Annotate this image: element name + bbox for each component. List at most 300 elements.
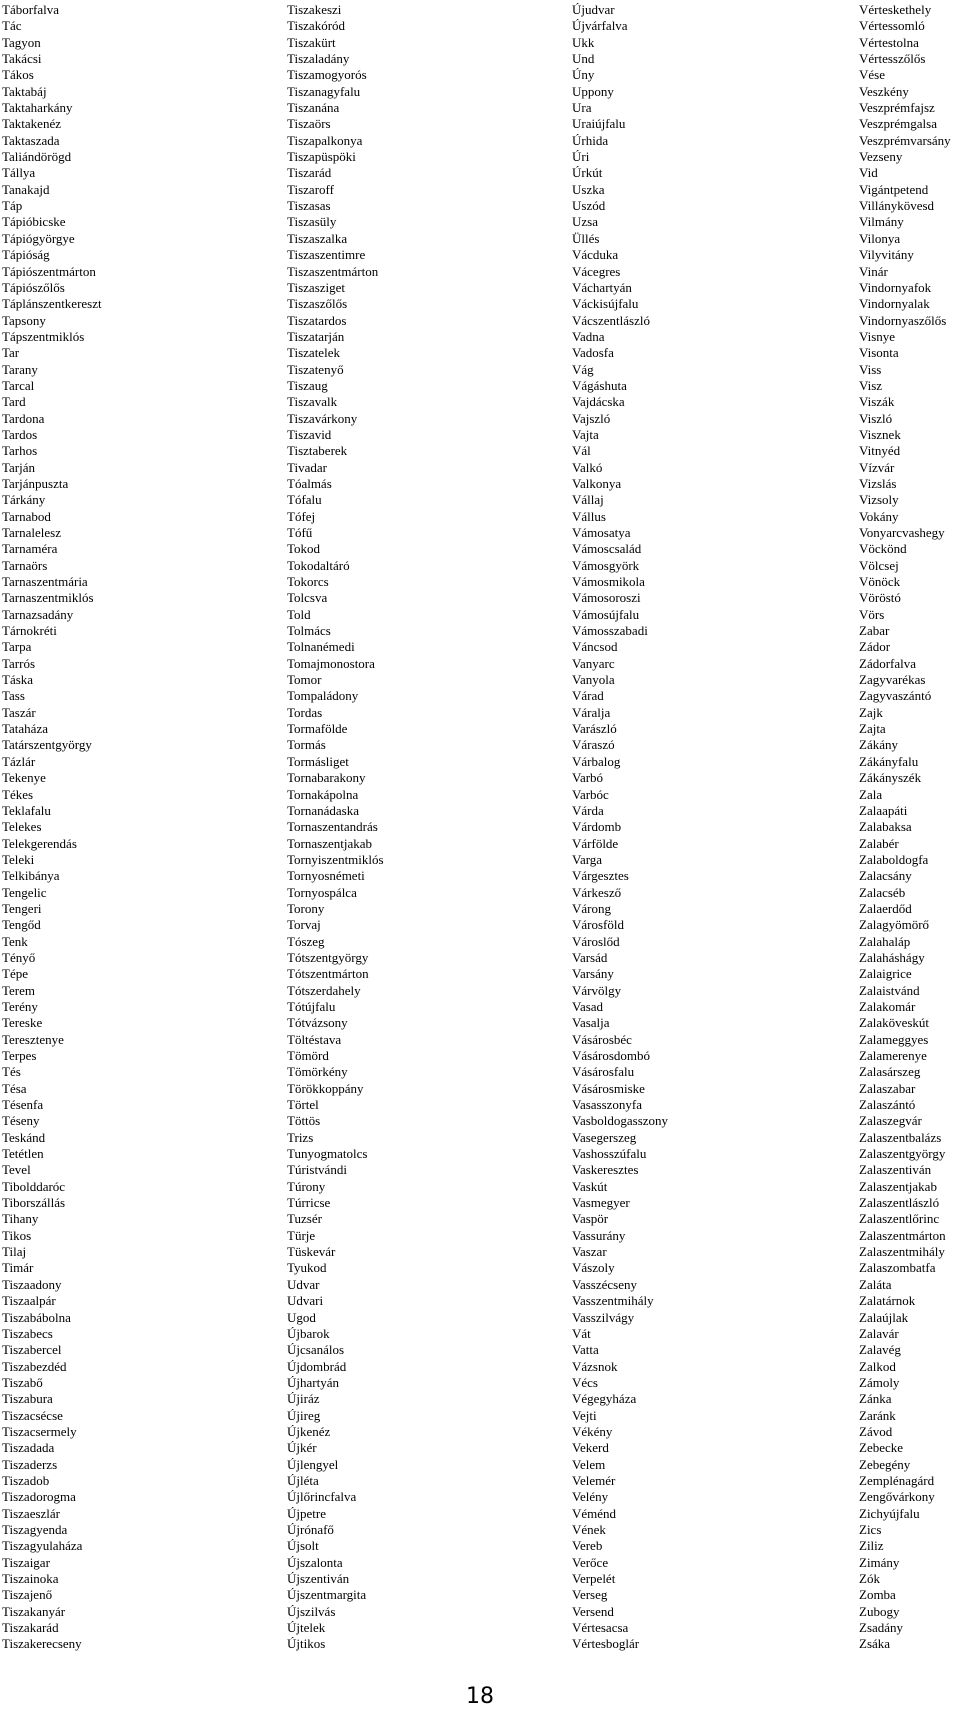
place-name: Zádor (859, 639, 891, 655)
place-name: Velény (572, 1489, 609, 1505)
place-name: Úrhida (572, 132, 609, 148)
place-name: Tóalmás (287, 475, 332, 491)
place-name: Tornyiszentmiklós (287, 851, 384, 867)
place-name: Tiszaadony (2, 1276, 62, 1292)
place-name: Varsány (572, 966, 614, 982)
place-name: Zalkod (859, 1358, 896, 1374)
place-name: Városföld (572, 917, 624, 933)
place-name: Vaszar (572, 1244, 607, 1260)
place-name: Tard (2, 394, 26, 410)
place-name: Tibolddaróc (2, 1178, 66, 1194)
place-name: Tiszaeszlár (2, 1505, 61, 1521)
place-name: Tengelic (2, 884, 47, 900)
place-name: Tokodaltáró (287, 557, 350, 573)
place-name: Tázlár (2, 753, 36, 769)
place-name: Tormásliget (287, 753, 349, 769)
place-name: Uppony (572, 83, 614, 99)
place-name: Tiszainoka (2, 1571, 59, 1586)
place-name: Vének (572, 1521, 606, 1537)
place-name: Újvárfalva (572, 18, 628, 34)
place-name: Tarnaszentmária (2, 574, 88, 590)
place-name: Várvölgy (572, 982, 622, 998)
place-name: Varbóc (572, 786, 609, 802)
place-name: Zala (859, 786, 883, 802)
place-name: Zádorfalva (859, 655, 917, 671)
place-name: Vitnyéd (859, 443, 901, 459)
place-name: Zajk (859, 704, 883, 720)
place-name: Zalasárszeg (859, 1064, 921, 1080)
place-name: Terem (2, 982, 36, 998)
column-4 (859, 2, 951, 1653)
place-name: Tiszakóród (287, 18, 346, 34)
place-name: Váckisújfalu (572, 296, 639, 312)
place-name: Tápiógyörgye (2, 230, 75, 246)
place-name: Tésa (2, 1080, 27, 1096)
place-name: Újlengyel (287, 1456, 339, 1472)
place-name: Vindornyalak (859, 296, 930, 312)
place-name: Tótújfalu (287, 998, 336, 1014)
place-name: Vászoly (572, 1260, 615, 1276)
place-name: Vilonya (859, 230, 901, 246)
place-name: Úrkút (572, 165, 603, 181)
place-name: Újszentmargita (287, 1587, 367, 1603)
place-name: Tagyon (2, 34, 41, 50)
place-name: Újpetre (287, 1505, 326, 1521)
place-name: Zalaboldogfa (859, 851, 929, 867)
place-name: Tarnabod (2, 508, 51, 524)
place-name: Újtikos (287, 1636, 326, 1652)
place-name: Uszód (572, 198, 606, 214)
place-name: Zalaszombatfa (859, 1260, 936, 1276)
place-name: Zagyvaszántó (859, 688, 932, 704)
place-name: Tornyosnémeti (287, 868, 365, 884)
place-name: Tiszatelek (287, 345, 340, 361)
place-name: Vértestolna (859, 34, 919, 50)
place-name: Tomajmonostora (287, 655, 375, 671)
place-name: Tiszaalpár (2, 1293, 56, 1309)
place-name: Tevel (2, 1162, 31, 1178)
place-name: Tornanádaska (287, 802, 360, 818)
place-name: Tiszabábolna (2, 1309, 71, 1325)
place-name: Trizs (287, 1129, 314, 1145)
place-name: Vindornyafok (859, 279, 932, 295)
place-name: Zaláta (859, 1276, 892, 1292)
place-name: Tiszabercel (2, 1342, 62, 1358)
place-name: Vasszécseny (572, 1276, 637, 1292)
place-name: Törökkoppány (287, 1080, 364, 1096)
place-name: Tiszatarján (287, 328, 345, 344)
place-name: Tiszakürt (287, 34, 336, 50)
place-name: Tereske (2, 1015, 43, 1031)
place-name: Zalacsány (859, 868, 912, 884)
place-name: Telekgerendás (2, 835, 77, 851)
place-name: Tarhos (2, 443, 38, 459)
place-name: Vámoscsalád (572, 541, 642, 557)
place-name: Tiszagyenda (2, 1521, 68, 1537)
place-name: Vát (572, 1325, 591, 1341)
place-name: Tószeg (287, 933, 325, 949)
place-name: Vásárosfalu (572, 1064, 635, 1080)
place-name: Törtel (287, 1097, 319, 1113)
place-name: Tilaj (2, 1244, 27, 1260)
place-name: Zalakomár (859, 998, 916, 1014)
place-name: Tardona (2, 410, 45, 426)
place-name: Vásárosbéc (572, 1031, 632, 1047)
place-name: Vaspör (572, 1211, 609, 1227)
place-name: Tárkány (2, 492, 46, 508)
place-name: Vinár (859, 263, 888, 279)
place-name: Vasszilvágy (572, 1309, 635, 1325)
place-name: Vértessomló (859, 18, 925, 34)
place-name: Tótszentmárton (287, 966, 369, 982)
place-name: Tiszaigar (2, 1554, 50, 1570)
place-name: Teresztenye (2, 1031, 64, 1047)
place-name: Villánykövesd (859, 198, 935, 214)
place-name: Tarpa (2, 639, 32, 655)
place-name: Taktaharkány (2, 100, 73, 116)
place-name: Tiszakarád (2, 1620, 59, 1636)
place-name: Újiráz (287, 1391, 320, 1407)
place-name: Zalaigrice (859, 966, 912, 982)
place-name: Vámosszabadi (572, 623, 648, 639)
column-1 (2, 2, 102, 1653)
place-name: Váralja (572, 704, 611, 720)
place-name: Tésenfa (2, 1097, 44, 1113)
place-name: Zajta (859, 721, 886, 737)
place-name: Vékény (572, 1423, 613, 1439)
place-name: Vanyarc (572, 655, 615, 671)
place-name: Vöröstó (859, 590, 901, 606)
place-name: Töltéstava (287, 1031, 342, 1047)
place-name: Tormás (287, 737, 326, 753)
place-name: Töttös (287, 1113, 321, 1129)
place-name: Vámosatya (572, 525, 631, 540)
place-name: Tornyospálca (287, 884, 357, 900)
place-name: Velemér (572, 1472, 616, 1488)
place-name: Viszló (859, 410, 893, 426)
place-name: Tornakápolna (287, 786, 359, 802)
place-name: Tyukod (287, 1260, 327, 1276)
place-name: Vál (572, 443, 591, 459)
column-2 (287, 2, 384, 1653)
place-name: Vasboldogasszony (572, 1113, 669, 1129)
place-name: Tardos (2, 426, 38, 442)
place-name: Tornaszentjakab (287, 835, 372, 851)
place-name: Tisztaberek (287, 443, 348, 459)
place-name: Vejti (572, 1407, 597, 1423)
place-name: Vizslás (859, 475, 897, 491)
place-name: Torvaj (287, 917, 321, 933)
place-name: Újkenéz (287, 1423, 331, 1439)
place-name: Vállus (572, 508, 606, 524)
place-name: Vállaj (572, 492, 604, 508)
place-name: Vassurány (572, 1227, 626, 1243)
place-name: Velem (572, 1456, 606, 1472)
place-name: Tótvázsony (287, 1015, 348, 1031)
place-name: Tiszamogyorós (287, 67, 367, 83)
place-name: Vámosgyörk (572, 557, 640, 573)
place-name: Tiszaroff (287, 181, 334, 197)
place-name: Tiborszállás (2, 1195, 66, 1211)
place-name: Túristvándi (287, 1162, 347, 1178)
place-name: Tihany (2, 1211, 39, 1227)
place-name: Tiszabura (2, 1391, 53, 1407)
place-name: Tiszaderzs (2, 1456, 58, 1472)
place-name: Tiszajenő (2, 1587, 53, 1603)
place-name: Zalavég (859, 1342, 901, 1358)
place-name: Tapsony (2, 312, 46, 328)
place-name: Vizsoly (859, 492, 899, 508)
place-name: Tiszabő (2, 1374, 43, 1390)
place-name: Tótszentgyörgy (287, 949, 369, 965)
place-name: Tenk (2, 933, 28, 949)
place-name: Vashosszúfalu (572, 1146, 647, 1162)
place-name: Zsáka (859, 1636, 891, 1652)
place-name: Tiszavid (287, 426, 332, 442)
place-name: Uraiújfalu (572, 116, 626, 132)
place-name: Zagyvarékas (859, 672, 926, 688)
place-name: Tiszaszentimre (287, 247, 366, 263)
place-name: Tótszerdahely (287, 982, 361, 998)
place-name: Veszprémgalsa (859, 116, 937, 132)
place-name: Várgesztes (572, 868, 629, 884)
place-name: Újkér (287, 1440, 317, 1456)
place-name: Várbalog (572, 753, 621, 769)
place-name: Zalabér (859, 835, 899, 851)
place-name: Varga (572, 851, 603, 867)
place-name: Taliándörögd (2, 149, 72, 165)
place-name: Tarjánpuszta (2, 475, 69, 491)
place-name: Zalaújlak (859, 1309, 909, 1325)
place-name: Vízvár (859, 459, 895, 475)
place-name: Tiszakanyár (2, 1603, 66, 1619)
place-name: Tuzsér (287, 1211, 322, 1227)
place-name: Tápióság (2, 247, 50, 263)
place-name: Tiszapüspöki (287, 149, 356, 165)
place-name: Tiszaszőlős (287, 296, 348, 312)
place-name: Zalabaksa (859, 819, 912, 835)
place-name: Taszár (2, 704, 36, 720)
place-name: Zalaszentiván (859, 1162, 932, 1178)
place-name: Vérteskethely (859, 2, 932, 17)
place-name: Tetétlen (2, 1146, 44, 1162)
place-name: Zalaszentbalázs (859, 1129, 942, 1145)
place-name: Tunyogmatolcs (287, 1146, 368, 1162)
place-name: Tiszanagyfalu (287, 83, 361, 99)
place-name: Tatárszentgyörgy (2, 737, 92, 753)
place-name: Tiszadob (2, 1472, 50, 1488)
place-name: Ukk (572, 34, 595, 50)
place-name: Zics (859, 1521, 882, 1537)
place-name: Vonyarcvashegy (859, 525, 945, 540)
place-name: Telkibánya (2, 868, 60, 884)
place-name: Zomba (859, 1587, 896, 1603)
place-name: Vasszentmihály (572, 1293, 654, 1309)
place-name: Tengőd (2, 917, 41, 933)
place-name: Verseg (572, 1587, 608, 1603)
place-name: Telekes (2, 819, 42, 835)
place-name: Végegyháza (572, 1391, 637, 1407)
place-name: Zalaszentmihály (859, 1244, 945, 1260)
place-name: Tass (2, 688, 25, 704)
place-name: Vajta (572, 426, 599, 442)
place-name: Terény (2, 998, 38, 1014)
place-name: Tivadar (287, 459, 327, 475)
place-name: Táborfalva (2, 2, 60, 17)
place-name: Tiszaörs (287, 116, 331, 132)
place-name: Zalagyömörő (859, 917, 930, 933)
place-name: Ura (572, 100, 592, 116)
place-name: Vindornyaszőlős (859, 312, 947, 328)
place-name: Uszka (572, 181, 605, 197)
place-name: Vásárosdombó (572, 1048, 650, 1063)
place-name: Vokány (859, 508, 899, 524)
place-name: Zalaistvánd (859, 982, 920, 998)
place-name: Várda (572, 802, 604, 818)
place-name: Tompaládony (287, 688, 359, 704)
place-name: Zalatárnok (859, 1293, 916, 1309)
place-name: Visnye (859, 328, 896, 344)
place-name: Zalaszentlászló (859, 1195, 940, 1211)
place-name: Várfölde (572, 835, 619, 851)
column-3 (572, 2, 668, 1653)
place-name: Tápiószentmárton (2, 263, 96, 279)
place-name: Taktakenéz (2, 116, 61, 132)
place-name: Vajszló (572, 410, 611, 426)
place-name: Zalaháshágy (859, 949, 925, 965)
place-name: Tiszabezdéd (2, 1358, 67, 1374)
place-name: Takácsi (2, 51, 42, 67)
place-name: Zámoly (859, 1374, 900, 1390)
place-name: Zaránk (859, 1407, 896, 1423)
place-name: Vaskút (572, 1178, 608, 1194)
place-name: Vácszentlászló (572, 312, 650, 328)
place-name: Taktaszada (2, 132, 60, 148)
place-name: Vilyvitány (859, 247, 914, 263)
place-name: Visz (859, 377, 883, 393)
place-name: Tiszasas (287, 198, 331, 214)
place-name: Zalaszabar (859, 1080, 916, 1096)
place-name: Valkonya (572, 475, 622, 491)
page-number: 18 (466, 1684, 494, 1709)
place-name: Zabar (859, 623, 890, 639)
place-name: Tolmács (287, 623, 331, 639)
place-name: Tiszacsécse (2, 1407, 63, 1423)
place-name: Táplánszentkereszt (2, 296, 102, 312)
place-name: Túrricse (287, 1195, 331, 1211)
place-name: Zalaszentgyörgy (859, 1146, 946, 1162)
place-name: Újléta (287, 1472, 319, 1488)
place-name: Vágáshuta (572, 377, 627, 393)
place-name: Taktabáj (2, 83, 47, 99)
place-name: Tataháza (2, 721, 48, 737)
place-name: Véménd (572, 1505, 617, 1521)
place-name: Tákos (2, 67, 34, 83)
place-name: Vilmány (859, 214, 904, 230)
place-name: Újireg (287, 1407, 321, 1423)
place-name: Tanakajd (2, 181, 50, 197)
place-name: Vécs (572, 1374, 598, 1390)
place-name: Városlőd (572, 933, 620, 949)
place-name: Zalaszentmárton (859, 1227, 946, 1243)
place-name: Tápiószőlős (2, 279, 65, 295)
place-name: Veszprémfajsz (859, 100, 935, 116)
place-name: Tömörd (287, 1048, 329, 1063)
place-name: Vönöck (859, 574, 901, 590)
place-name: Zichyújfalu (859, 1505, 920, 1521)
place-name: Vatta (572, 1342, 599, 1358)
place-name: Viszák (859, 394, 895, 410)
place-name: Tengeri (2, 900, 42, 916)
place-name: Zebegény (859, 1456, 911, 1472)
place-name: Varbó (572, 770, 604, 786)
place-name: Tarnaméra (2, 541, 58, 557)
place-name: Tékes (2, 786, 34, 802)
place-name: Vése (859, 67, 885, 83)
place-name: Tarnalelesz (2, 525, 61, 540)
place-name: Vezseny (859, 149, 903, 165)
place-name: Zalaszentlőrinc (859, 1211, 940, 1227)
place-name: Tiszaladány (287, 51, 350, 67)
place-name: Vasmegyer (572, 1195, 630, 1211)
place-name: Vaskeresztes (572, 1162, 639, 1178)
place-name: Vásárosmiske (572, 1080, 645, 1096)
place-name: Vasegerszeg (572, 1129, 637, 1145)
place-name: Tófű (287, 525, 313, 540)
place-name: Táp (2, 198, 23, 214)
place-name: Tiszadorogma (2, 1489, 76, 1505)
place-name: Újszalonta (287, 1554, 343, 1570)
place-name: Tófalu (287, 492, 322, 508)
place-name: Vekerd (572, 1440, 609, 1456)
place-name: Tiszatardos (287, 312, 347, 328)
place-name: Tornaszentandrás (287, 819, 378, 835)
place-name: Tállya (2, 165, 36, 181)
place-name: Zalaköveskút (859, 1015, 930, 1031)
place-name: Tekenye (2, 770, 46, 786)
place-name: Zemplénagárd (859, 1472, 935, 1488)
place-name: Tornabarakony (287, 770, 366, 786)
place-name: Újszilvás (287, 1603, 336, 1619)
place-name: Versend (572, 1603, 614, 1619)
place-name: Tiszatenyő (287, 361, 344, 377)
place-name: Újbarok (287, 1325, 330, 1341)
place-name: Tomor (287, 672, 322, 688)
place-name: Táska (2, 672, 34, 688)
place-name: Tiszarád (287, 165, 332, 181)
place-name: Vajdácska (572, 394, 625, 410)
place-name: Valkó (572, 459, 603, 475)
place-name: Vértesacsa (572, 1620, 629, 1636)
place-name: Tiszabecs (2, 1325, 53, 1341)
place-name: Teskánd (2, 1129, 46, 1145)
place-name: Zebecke (859, 1440, 904, 1456)
place-name: Zalavár (859, 1325, 899, 1341)
place-name: Tarany (2, 361, 38, 377)
place-name: Újrónafő (287, 1521, 334, 1537)
place-name: Zalamerenye (859, 1048, 927, 1063)
place-name: Zengővárkony (859, 1489, 935, 1505)
place-name: Vázsnok (572, 1358, 618, 1374)
place-name: Várong (572, 900, 611, 916)
place-name: Zákányfalu (859, 753, 919, 769)
place-name: Tarnaszentmiklós (2, 590, 94, 606)
place-name: Újszentiván (287, 1571, 350, 1586)
place-name: Tiszanána (287, 100, 340, 116)
place-name: Tápióbicske (2, 214, 66, 230)
place-name: Várdomb (572, 819, 622, 835)
place-name: Tarcal (2, 377, 35, 393)
